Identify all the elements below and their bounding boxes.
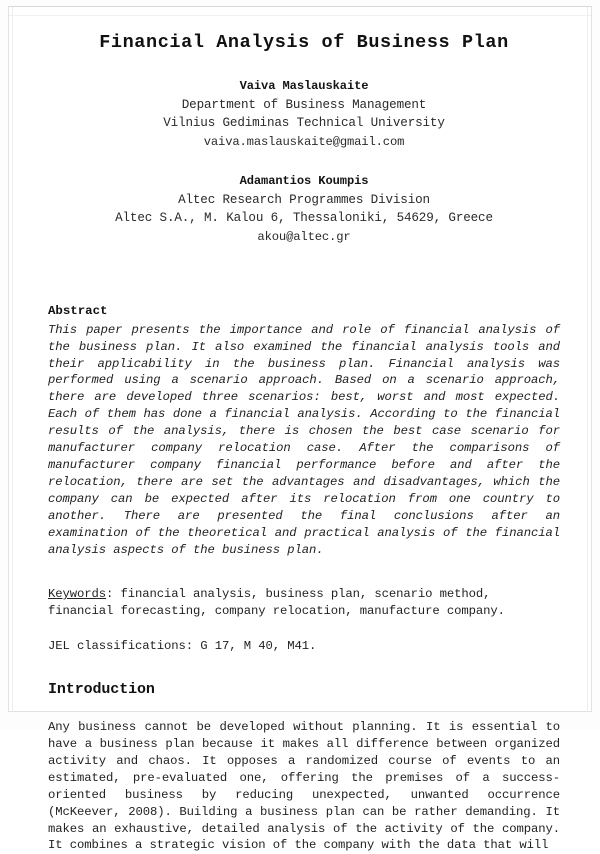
abstract-text: This paper presents the importance and role of financial analysis of the business plan. It also examined the financial analysis tools and their applicability in the business plan. Financial analysis was performed using a scenario approach. Based on a scenario approach, there are developed three scenarios: best, worst and most expected. Each of them has done a financial analysis. According to the financial results of the analysis, there is chosen the best case scenario for manufacturer company relocation case. After the comparisons of manufacturer company financial performance before and after the relocation, there are set the advantages and disadvantages, which the company can be expected after its relocation from one country to another. There are presented the final conclusions after an examination of the theoretical and practical analysis of the financial analysis aspects of the business plan. [48, 322, 560, 557]
author-block-2 [48, 172, 560, 246]
author-affiliation-line: Altec S.A., M. Kalou 6, Thessaloniki, 54629, Greece [115, 211, 493, 226]
author-email: akou@altec.gr [257, 229, 351, 244]
abstract-label: Abstract [48, 304, 108, 319]
introduction-paragraph: Any business cannot be developed without planning. It is essential to have a business plan because it makes all difference between organized activity and chaos. It opposes a randomized course of events to an estimated, pre-evaluated one, offering the premises of a success-oriented business by reducing unexpected, unwanted occurrence (McKeever, 2008). Building a business plan can be rather demanding. It makes an exhaustive, detailed analysis of the activity of the company. It combines a strategic vision of the company with the data that will [48, 719, 560, 853]
introduction-section [48, 679, 560, 854]
keywords-values: financial analysis, business plan, scenario method, financial forecasting, company relocation, manufacture company. [48, 586, 505, 618]
author-name: Vaiva Maslauskaite [239, 79, 369, 94]
document-content [48, 20, 560, 854]
author-affiliation-line: Vilnius Gediminas Technical University [163, 116, 445, 131]
keywords-separator: : [106, 586, 121, 601]
keywords-text [48, 586, 560, 620]
author-name: Adamantios Koumpis [239, 174, 369, 189]
abstract-section [48, 303, 560, 559]
author-email: vaiva.maslauskaite@gmail.com [203, 134, 405, 149]
keywords-label: Keywords [48, 586, 107, 601]
page-title: Financial Analysis of Business Plan [99, 32, 509, 53]
jel-classifications: JEL classifications: G 17, M 40, M41. [48, 638, 317, 653]
author-affiliation-line: Department of Business Management [181, 97, 427, 112]
jel-block [48, 638, 560, 655]
page-top-rule [9, 15, 591, 16]
document-page [8, 6, 592, 853]
author-affiliation-line: Altec Research Programmes Division [178, 192, 430, 207]
keywords-block [48, 586, 560, 620]
author-block-1 [48, 77, 560, 151]
introduction-body [48, 719, 560, 854]
introduction-heading: Introduction [48, 680, 155, 698]
